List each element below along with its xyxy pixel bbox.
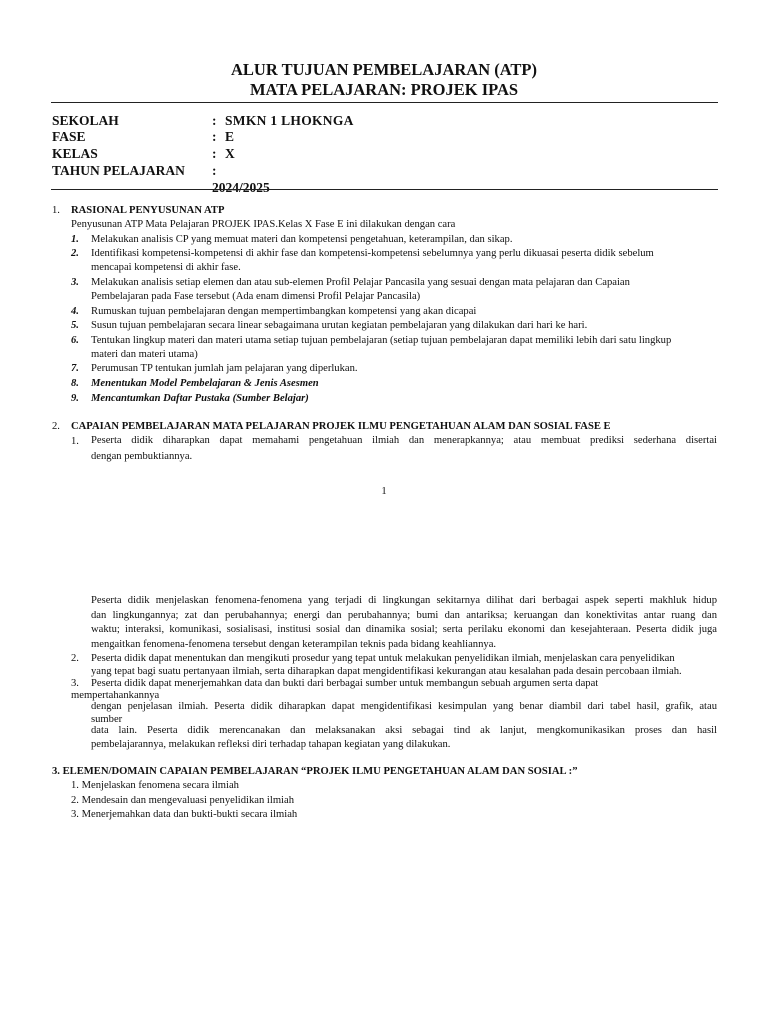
cp-paragraph-line: dan lingkungannya; zat dan perubahannya; energi dan perubahannya; bumi dan antariksa; keruangan dan konektivitas antar ruang dan: [91, 610, 717, 621]
cp-item-text: Peserta didik dapat menerjemahkan data dan bukti dari berbagai sumber untuk membangun sebuah argumen serta dapat: [91, 678, 599, 689]
info-label: SEKOLAH: [52, 113, 119, 128]
list-number: 5.: [71, 320, 79, 331]
info-value: SMKN 1 LHOKNGA: [225, 113, 354, 128]
element-item: 1. Menjelaskan fenomena secara ilmiah: [71, 780, 239, 791]
list-item: Melakukan analisis setiap elemen dan atau sub-elemen Profil Pelajar Pancasila yang sesuai dengan mata pelajaran dan Capaian: [91, 277, 630, 288]
cp-item-text: Peserta didik dapat menentukan dan mengikuti prosedur yang tepat untuk melakukan penyelidikan ilmiah, menjelaskan cara penyelidikan: [91, 653, 675, 664]
info-colon: :: [212, 146, 217, 161]
list-item: Mencantumkan Daftar Pustaka (Sumber Belajar): [91, 393, 309, 404]
list-item: Rumuskan tujuan pembelajaran dengan mempertimbangkan kompetensi yang akan dicapai: [91, 306, 477, 317]
cp-item-continuation: dengan pembuktiannya.: [91, 451, 193, 462]
list-item: Menentukan Model Pembelajaran & Jenis Asesmen: [91, 378, 319, 389]
list-item-continuation: materi dan materi utama): [91, 349, 198, 360]
info-label: FASE: [52, 129, 86, 144]
info-colon: :: [212, 129, 217, 144]
info-divider: [51, 189, 718, 190]
info-value: E: [225, 129, 235, 144]
list-number: 1.: [71, 436, 79, 447]
cp-paragraph-line: mengaitkan fenomena-fenomena tersebut dengan keterampilan teknis pada bidang keahliannya.: [91, 639, 497, 650]
info-value: X: [225, 146, 236, 161]
cp-item-continuation: dengan penjelasan ilmiah. Peserta didik diharapkan dapat mengidentifikasi kesimpulan yang benar diambil dari tabel hasil, grafik, atau: [91, 701, 717, 712]
document-subtitle: MATA PELAJARAN: PROJEK IPAS: [249, 80, 519, 99]
document-title: ALUR TUJUAN PEMBELAJARAN (ATP): [230, 60, 537, 79]
cp-item-continuation: mempertahankannya: [71, 690, 160, 701]
cp-item-continuation: sumber: [91, 714, 123, 725]
list-item: Melakukan analisis CP yang memuat materi dan kompetensi pengetahuan, keterampilan, dan sikap.: [91, 234, 513, 245]
list-item: Identifikasi kompetensi-kompetensi di akhir fase dan kompetensi-kompetensi sebelumnya yang perlu dikuasai peserta didik sebelum: [91, 248, 654, 259]
list-number: 1.: [71, 234, 79, 245]
info-label: KELAS: [52, 146, 98, 161]
list-number: 3.: [71, 678, 79, 689]
top-divider: [51, 102, 718, 103]
list-number: 2.: [71, 653, 79, 664]
info-label: TAHUN PELAJARAN: [52, 163, 185, 178]
list-number: 6.: [71, 335, 79, 346]
list-number: 2.: [71, 248, 79, 259]
section1-intro: Penyusunan ATP Mata Pelajaran PROJEK IPAS.Kelas X Fase E ini dilakukan dengan cara: [71, 219, 456, 230]
section3-heading: 3. ELEMEN/DOMAIN CAPAIAN PEMBELAJARAN “PROJEK ILMU PENGETAHUAN ALAM DAN SOSIAL :”: [52, 766, 578, 777]
list-number: 9.: [71, 393, 79, 404]
section1-number: 1.: [52, 205, 60, 216]
list-item: Perumusan TP tentukan jumlah jam pelajaran yang diperlukan.: [91, 363, 358, 374]
list-number: 4.: [71, 306, 79, 317]
list-number: 3.: [71, 277, 79, 288]
page-number: 1: [381, 486, 387, 497]
info-colon: :: [212, 113, 217, 128]
element-item: 3. Menerjemahkan data dan bukti-bukti secara ilmiah: [71, 809, 298, 820]
list-number: 8.: [71, 378, 79, 389]
list-item: Tentukan lingkup materi dan materi utama setiap tujuan pembelajaran (setiap tujuan pembelajaran dapat memiliki lebih dari satu lingkup: [91, 335, 672, 346]
cp-item-continuation: data lain. Peserta didik merencanakan dan melaksanakan aksi sebagai tind ak lanjut, mengkomunikasikan proses dan hasil: [91, 725, 717, 736]
cp-item-continuation: yang tepat bagi suatu pertanyaan ilmiah, serta diharapkan dapat mengidentifikasi kekurangan atau kesalahan pada desain percobaan ilmiah.: [91, 666, 682, 677]
cp-item-text: Peserta didik diharapkan dapat memahami pengetahuan ilmiah dan menerapkannya; atau membuat prediksi sederhana disertai: [91, 435, 717, 446]
list-item-continuation: mencapai kompetensi di akhir fase.: [91, 262, 241, 273]
list-item: Susun tujuan pembelajaran secara linear sebagaimana urutan kegiatan pembelajaran yang dilakukan dari hari ke hari.: [91, 320, 588, 331]
element-item: 2. Mendesain dan mengevaluasi penyelidikan ilmiah: [71, 795, 294, 806]
cp-paragraph-line: waktu; interaksi, komunikasi, sosialisasi, institusi sosial dan dinamika sosial; serta perilaku ekonomi dan kesejahteraan. Peserta didik juga: [91, 624, 717, 635]
cp-paragraph-line: Peserta didik menjelaskan fenomena-fenomena yang terjadi di lingkungan sekitarnya dilihat dari berbagai aspek seperti makhluk hidup: [91, 595, 717, 606]
list-item-continuation: Pembelajaran pada Fase tersebut (Ada enam dimensi Profil Pelajar Pancasila): [91, 291, 421, 302]
list-number: 7.: [71, 363, 79, 374]
section1-heading: RASIONAL PENYUSUNAN ATP: [71, 205, 225, 216]
cp-item-continuation: pembelajarannya, melakukan refleksi diri terhadap tahapan kegiatan yang dilakukan.: [91, 739, 451, 750]
section2-heading: CAPAIAN PEMBELAJARAN MATA PELAJARAN PROJEK ILMU PENGETAHUAN ALAM DAN SOSIAL FASE E: [71, 421, 611, 432]
section2-number: 2.: [52, 421, 60, 432]
info-colon: : 2024/2025: [212, 163, 270, 195]
